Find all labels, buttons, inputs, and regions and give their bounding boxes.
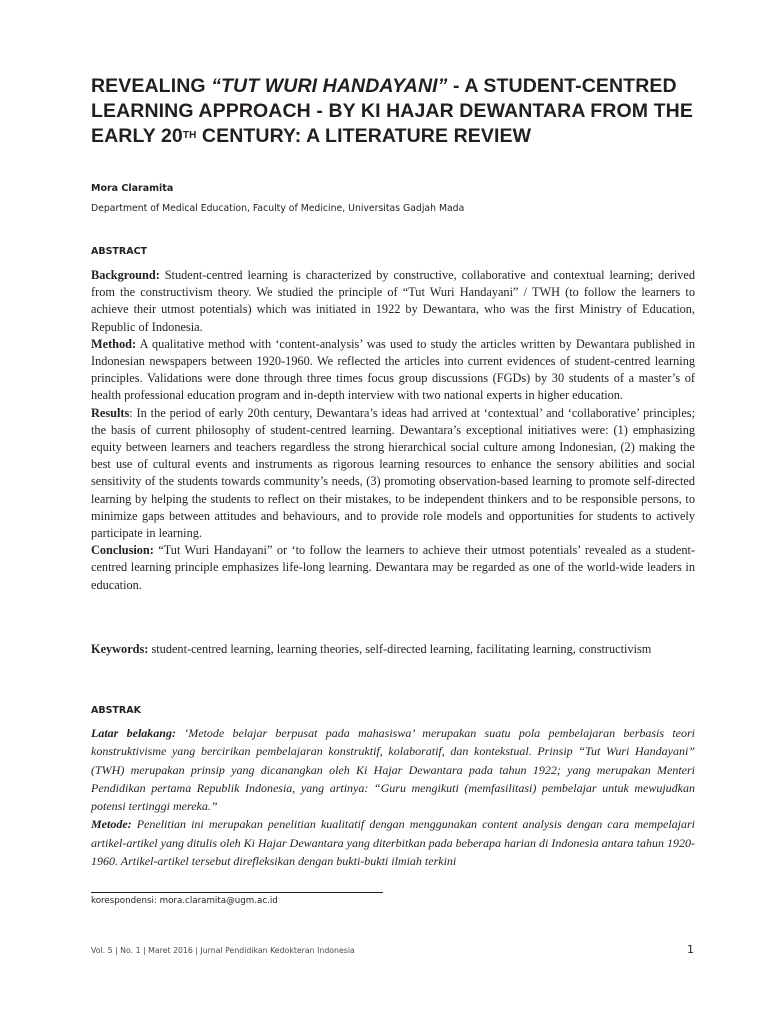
latar-label: Latar belakang: (91, 726, 176, 740)
abstrak-metode (91, 815, 695, 870)
correspondence-footnote: korespondensi: mora.claramita@ugm.ac.id (91, 896, 278, 906)
abstract-results (91, 405, 695, 543)
author-name: Mora Claramita (91, 183, 174, 194)
abstract-background (91, 267, 695, 336)
author-affiliation: Department of Medical Education, Faculty of Medicine, Universitas Gadjah Mada (91, 203, 465, 214)
latar-text: ‘Metode belajar berpusat pada mahasiswa’ merupakan suatu pola pembelajaran berbasis teori konstruktivisme yang bercirikan pembelajaran konstruktif, kolaboratif, dan kontekstual. Prinsip “Tut Wuri Handayani” (TWH) merupakan prinsip yang dicanangkan oleh Ki Hajar Dewantara pada tahun 1922; yang merupakan Menteri Pendidikan pertama Republik Indonesia, yang artinya: “Guru mengikuti (memfasilitasi) pembelajar untuk mewujudkan potensi tertinggi mereka.” (91, 726, 696, 814)
conclusion-text: “Tut Wuri Handayani” or ‘to follow the learners to achieve their utmost potentials’ revealed as a student-centred learning principle emphasizes life-long learning. Dewantara may be regarded as one of the world-wide leaders in education. (91, 543, 695, 592)
title-superscript: TH (182, 130, 197, 141)
method-label: Method: (91, 336, 137, 351)
abstrak-latar-belakang (91, 724, 695, 815)
abstract-conclusion (91, 542, 695, 594)
results-text: : In the period of early 20th century, Dewantara’s ideas had arrived at ‘contextual’ and ‘collaborative’ principles; the basis of current philosophy of student-centred learning. Dewantara’s exceptional initiatives were: (1) emphasizing equity between learners and teachers regardless the strong hierarchical social culture among Indonesian, (2) making the best use of cultural events and instruments as rigorous learning resources to enhance the sensory abilities and social sensitivity of the students towards community’s needs, (3) promoting observation-based learning to promote self-directed learning by helping the students to reflect on their mistakes, to be independent thinkers and to be responsible persons, to minimize gaps between attitudes and behaviours, and to provide role models and opportunities for students to actively participate in learning. (91, 405, 695, 541)
keywords (91, 641, 695, 658)
abstrak-body (91, 724, 695, 870)
abstract-method (91, 336, 695, 405)
title-line-1-prefix: REVEALING (91, 75, 212, 97)
conclusion-label: Conclusion: (91, 543, 154, 558)
keywords-text: student-centred learning, learning theories, self-directed learning, facilitating learning, constructivism (148, 642, 652, 656)
footnote-divider (91, 892, 383, 893)
metode-label: Metode: (91, 817, 132, 832)
abstract-body (91, 267, 695, 594)
page-number: 1 (687, 943, 694, 956)
background-label: Background: (91, 268, 160, 282)
title-italic-phrase: “TUT WURI HANDAYANI” (211, 75, 448, 97)
title-line-3-prefix: EARLY 20 (91, 125, 183, 147)
abstrak-heading: ABSTRAK (91, 705, 141, 716)
method-text: A qualitative method with ‘content-analysis’ was used to study the articles written by Dewantara published in Indonesian newspapers between 1920-1960. We reflected the articles into current evidences of student-centred learning principles. Validations were done through three times focus group discussions (FGDs) by 30 students of a master’s of health professional education program and in-depth interview with two national experts in higher education. (91, 336, 695, 403)
paper-title (91, 74, 691, 149)
title-line-1-suffix: - A STUDENT-CENTRED (447, 75, 677, 97)
abstract-heading: ABSTRACT (91, 246, 148, 257)
metode-text: Penelitian ini merupakan penelitian kualitatif dengan menggunakan content analysis dengan cara mempelajari artikel-artikel yang ditulis oleh Ki Hajar Dewantara yang diterbitkan pada beberapa harian di Indonesia antara tahun 1920-1960. Artikel-artikel tersebut direfleksikan dengan bukti-bukti ilmiah terkini (91, 817, 695, 869)
title-line-2: LEARNING APPROACH - BY KI HAJAR DEWANTARA FROM THE (91, 100, 693, 122)
journal-footer: Vol. 5 | No. 1 | Maret 2016 | Jurnal Pendidikan Kedokteran Indonesia (91, 946, 355, 955)
keywords-label: Keywords: (91, 642, 149, 656)
background-text: Student-centred learning is characterized by constructive, collaborative and contextual learning; derived from the constructivism theory. We studied the principle of “Tut Wuri Handayani” / TWH (to follow the learners to achieve their utmost potentials) which was initiated in 1922 by Dewantara, who was the first Ministry of Education, Republic of Indonesia. (91, 268, 695, 334)
title-line-3 (91, 124, 691, 149)
title-line-3-suffix: CENTURY: A LITERATURE REVIEW (196, 125, 532, 147)
results-label: Results (91, 405, 130, 420)
title-line-1 (91, 74, 691, 99)
